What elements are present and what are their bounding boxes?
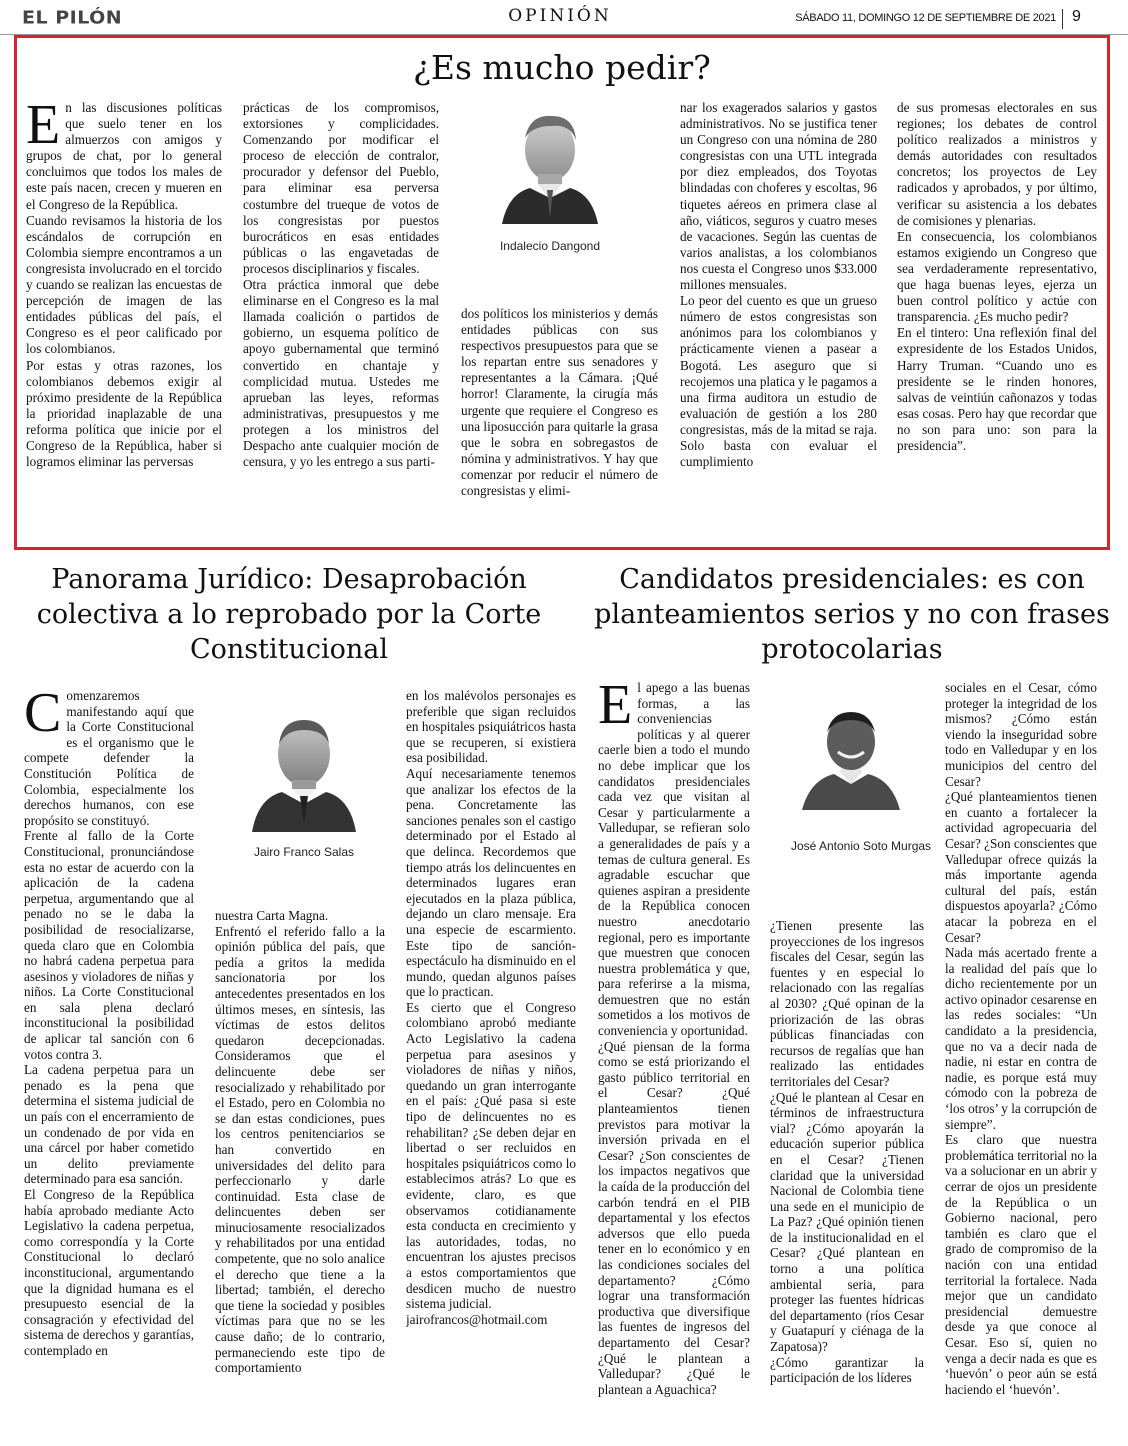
article3-dropcap: E bbox=[598, 680, 633, 736]
article1-paragraph: Por estas y otras razones, los colombianos debemos exigir al próximo presidente de la República la prioridad inaplazable de una reforma política que inicie por el Congreso de la República, haber si logramos eliminar las perversas bbox=[26, 357, 222, 470]
article1-paragraph: Otra práctica inmoral que debe eliminarse en el Congreso es la mal llamada coalición o partidos de gobierno, un esquema político de apoyo gubernamental que terminó convertido en chantaje y complicidad mutua. Ustedes me aprueban las leyes, reformas administrativas, presupuestos y me protegen a los ministros del Despacho ante cualquier moción de censura, y yo les entrego a sus parti- bbox=[243, 277, 439, 470]
header-divider bbox=[1062, 9, 1063, 29]
article1-paragraph: Cuando revisamos la historia de los escándalos de corrupción en Colombia siempre encontramos a un congresista involucrado en el torcido y cuando se realizan las encuestas de percepción de imagen de las entidades públicas del país, el Congreso es el peor calificado por los colombianos. bbox=[26, 212, 222, 357]
article1-paragraph: dos políticos los ministerios y demás entidades públicas con sus respectivos presupuestos para que se los repartan entre sus senadores y representantes a la Cámara. ¡Qué horror! Claramente, la cirugía más urgente que requiere el Congreso es una liposucción para quitarle la grasa que le sobra en sobregastos de nómina y administrativos. Y hay que comenzar por reducir el número de congresistas y elimi- bbox=[461, 306, 658, 499]
article2-paragraph: Enfrentó el referido fallo a la opinión pública del país, que pedía a gritos la medida sancionatoria por los antecedentes presentados en los últimos meses, en síntesis, las víctimas de estos delitos quedaron decepcionadas. Consideramos que el delincuente debe ser resocializado y rehabilitado por el Estado, pero en Colombia no se dan estas condiciones, pues los centros penitenciarios se han convertido en universidades del delito para perfeccionarlo y darle continuidad. Esta clase de delincuentes deben ser minuciosamente resocializados y rehabilitados por una entidad competente, que no solo analice el derecho que tiene a la libertad; también, el derecho que tiene la sociedad y posibles víctimas para que no se les cause daño; de lo contrario, permaneciendo este tipo de comportamiento bbox=[215, 923, 385, 1376]
article3-paragraph: sociales en el Cesar, cómo proteger la integridad de los mismos? ¿Cómo están viendo la inseguridad sobre todo en Valledupar y en los municipios del centro del Cesar? bbox=[945, 680, 1097, 789]
article3-column-1 bbox=[598, 680, 750, 1420]
author-photo-jairo-franco-salas bbox=[252, 700, 356, 832]
article2-author-caption: Jairo Franco Salas bbox=[253, 845, 355, 859]
article2-paragraph: La cadena perpetua para un penado es la pena que determina el sistema judicial de un país con el encerramiento de un condenado de por vida en una cárcel por haber cometido un delito previamente determinado para esa sanción. bbox=[24, 1062, 194, 1187]
article2-paragraph: Es cierto que el Congreso colombiano aprobó mediante Acto Legislativo la cadena perpetua para asesinos y violadores de niñas y niños, quedando un gran interrogante en el país: ¿Qué pasa si este tipo de delincuentes no es rehabilitan? ¿Se deben dejar en libertad o ser recluidos en hospitales psiquiátricos como lo establecimos atrás? Lo que es evidente, claro, es que observamos cotidianamente esta conducta en crecimiento y las autoridades, todas, no encuentran los ajustes precisos a estos comportamientos que desdicen mucho de nuestro sistema judicial. bbox=[406, 999, 576, 1312]
article3-paragraph: ¿Tienen presente las proyecciones de los ingresos fiscales del Cesar, según las fuentes y en especial lo relacionado con las regalías al 2030? ¿Qué opinan de la priorización de las obras públicas financiadas con recursos de regalías que han realizado las entidades territoriales del Cesar? bbox=[770, 918, 924, 1089]
article2-paragraph: Aquí necesariamente tenemos que analizar los efectos de la pena. Concretamente las sanciones penales son el castigo determinado por el Estado al que delinca. Recordemos que tiempo atrás los delincuentes en determinados lugares eran ejecutados en la plaza pública, dejando un claro mensaje. Era una especie de escarmiento. Este tipo de sanción- espectáculo ha disminuido en el mundo, quedan algunos países que lo practican. bbox=[406, 765, 576, 1000]
author-email[interactable]: jairofrancos@hotmail.com bbox=[406, 1311, 548, 1327]
newspaper-logo[interactable]: EL PILÓN bbox=[22, 7, 123, 29]
article3-paragraph: Es claro que nuestra problemática territorial no la va a solucionar en un abrir y cerrar de ojos un presidente de la República o un Gobierno nacional, pero también es claro que el grado de compromiso de la nación con una entidad territorial la fortalece. Nada mejor que un candidato presidencial demuestre desde ya que conoce al Cesar. Eso sí, quien no venga a decir nada es que es ‘huevón’ o peor aún se está haciendo el ‘huevón’. bbox=[945, 1132, 1097, 1397]
article1-paragraph: prácticas de los compromisos, extorsiones y complicidades. Comenzando por modificar el proceso de elección de contralor, procurador y defensor del Pueblo, para eliminar esa perversa costumbre del trueque de votos de los congresistas por puestos burocráticos en esas entidades públicas o las engavetadas de procesos disciplinarios y fiscales. bbox=[243, 100, 439, 276]
masthead bbox=[0, 0, 1128, 35]
article2-paragraph: nuestra Carta Magna. bbox=[215, 908, 329, 923]
article1-paragraph: Lo peor del cuento es que un grueso número de estos congresistas son anónimos para los colombianos y prácticamente vienen a pasear a Bogotá. Les aseguro que si recojemos una platica y le pagamos a una firma auditora un estudio de evaluación de gestión a los 280 congresistas, más de la mitad se raja. Solo basta con evaluar el cumplimiento bbox=[680, 293, 877, 470]
article1-column-2 bbox=[243, 100, 439, 532]
article3-column-2 bbox=[770, 918, 924, 1420]
article1-paragraph: nar los exagerados salarios y gastos administrativos. No se justifica tener un Congreso con una nómina de 280 congresistas con una UTL integrada por diez empleados, dos Toyotas blindadas con choferes y escoltas, 96 tiquetes aéreos en primera clase al año, viáticos, seguros y cuatro meses de vacaciones. Según las cuentas de varios analistas, a los colombianos nos cuesta el Congreso unos $33.000 millones mensuales. bbox=[680, 100, 877, 293]
article2-column-2 bbox=[215, 908, 385, 1420]
article1-paragraph: En el tintero: Una reflexión final del expresidente de los Estados Unidos, Harry Truman. “Cuando uno es presidente se le rinden honores, salvas de veintiún cañonazos y todas esas cosas. Pero hay que recordar que no son para uno: son para la presidencia”. bbox=[897, 325, 1097, 453]
article2-paragraph: Frente al fallo de la Corte Constitucional, pronunciándose esta no estar de acuerdo con la aplicación de la cadena perpetua, argumentando que al penado no se le daba la posibilidad de resocializarse, queda claro que en Colombia no habrá cadena perpetua para asesinos y violadores de niñas y niños. La Corte Constitucional en sala plena declaró inconstitucional la posibilidad de aplicar tal sanción con 6 votos contra 3. bbox=[24, 828, 194, 1062]
article3-paragraph: ¿Cómo garantizar la participación de los líderes bbox=[770, 1354, 924, 1386]
article1-paragraph: n las discusiones políticas que suelo tener en los almuerzos con amigos y grupos de chat, por lo general concluimos que todos los males de este país nacen, crecen y mueren en el Congreso de la República. bbox=[26, 100, 222, 212]
article1-column-5 bbox=[897, 100, 1097, 532]
article3-paragraph: ¿Qué piensan de la forma como se está priorizando el gasto público territorial en el Cesar? ¿Qué planteamientos tienen previstos para motivar la inversión privada en el Cesar? ¿Son conscientes de los impactos negativos que la caída de la producción del carbón tendrá en el PIB departamental y los efectos adversos que ello pueda tener en lo económico y en las condiciones sociales del departamento? ¿Cómo lograr una transformación productiva que diversifique las fuentes de ingresos del departamento del Cesar? ¿Qué le plantean a Valledupar? ¿Qué le plantean a Aguachica? bbox=[598, 1038, 750, 1397]
article1-column-1 bbox=[26, 100, 222, 532]
author-photo-jose-antonio-soto-murgas bbox=[796, 700, 906, 810]
article2-column-3 bbox=[406, 688, 576, 1420]
page-number: 9 bbox=[1072, 8, 1081, 25]
article1-author-caption: Indalecio Dangond bbox=[499, 239, 601, 253]
article3-paragraph: l apego a las buenas formas, a las conveniencias políticas y al querer caerle bien a todo el mundo no debe implicar que los candidatos presidenciales cada vez que visitan al Cesar y particularmente a Valledupar, se refieran solo a generalidades de país y a temas de cultura general. Es agradable escuchar que quienes aspiran a presidente de la República conocen nuestro anecdotario regional, pero es importante que muestren que conocen nuestra problemática y que, para referirse a la misma, demuestren que no están sometidos a los motivos de conveniencia y oportunidad. bbox=[598, 680, 750, 1039]
author-photo-indalecio-dangond bbox=[500, 98, 600, 224]
article1-paragraph: En consecuencia, los colombianos estamos exigiendo un Congreso que sea verdaderamente representativo, que haga buenas leyes, ejerza un buen control político y actúe con transparencia. ¿Es mucho pedir? bbox=[897, 228, 1097, 325]
date-line: SÁBADO 11, DOMINGO 12 DE SEPTIEMBRE DE 2021 bbox=[795, 12, 1056, 24]
article2-title: Panorama Jurídico: Desaprobación colectiva a lo reprobado por la Corte Constitucional bbox=[36, 564, 542, 665]
article3-title: Candidatos presidenciales: es con planteamientos serios y no con frases protocolarias bbox=[594, 564, 1110, 665]
article2-column-1 bbox=[24, 688, 194, 1420]
article3-column-3 bbox=[945, 680, 1097, 1420]
article1-column-4 bbox=[680, 100, 877, 532]
article2-paragraph: omenzaremos manifestando aquí que la Corte Constitucional es el organismo que le compete defender la Constitución Política de Colombia, especialmente los derechos humanos, con ese propósito se constituyó. bbox=[24, 688, 194, 828]
article1-dropcap: E bbox=[26, 100, 61, 156]
article2-dropcap: C bbox=[24, 688, 62, 744]
article1-paragraph: de sus promesas electorales en sus regiones; los debates de control político realizados a ministros y demás autoridades con resultados concretos; los proyectos de Ley radicados y aprobados, y por último, verificar su asistencia a los debates de comisiones y plenarias. bbox=[897, 100, 1097, 228]
article1-title: ¿Es mucho pedir? bbox=[413, 48, 711, 87]
section-title: OPINIÓN bbox=[508, 6, 612, 26]
article3-paragraph: Nada más acertado frente a la realidad del país que lo dicho recientemente por un activo opinador cesarense en las redes sociales: “Un candidato a la presidencia, que no va a decir nada de nadie, ni estar en contra de nadie, es porque está muy cómodo con la pobreza de ‘los otros’ y la corrupción de siempre”. bbox=[945, 945, 1097, 1132]
article2-paragraph: El Congreso de la República había aprobado mediante Acto Legislativo la cadena perpetua, como correspondía y la Corte Constitucional lo declaró inconstitucional, argumentando que la dignidad humana es el presupuesto esencial de la consagración y efectividad del sistema de derechos y garantías, contemplado en bbox=[24, 1187, 194, 1358]
article2-paragraph: en los malévolos personajes es preferible que sigan recluidos en hospitales psiquiátricos hasta que se recuperen, si existiera esa posibilidad. bbox=[406, 688, 576, 766]
article3-author-caption: José Antonio Soto Murgas bbox=[790, 839, 932, 853]
article3-paragraph: ¿Qué planteamientos tienen en cuanto a fortalecer la actividad agropecuaria del Cesar? ¿Son conscientes que Valledupar ofrece quizás la más importante agenda cultural del país, están dispuestos apoyarla? ¿Cómo atacar la pobreza en el Cesar? bbox=[945, 789, 1097, 945]
article1-column-3 bbox=[461, 306, 658, 532]
article3-paragraph: ¿Qué le plantean al Cesar en términos de infraestructura vial? ¿Cómo apoyarán la educación superior pública en el Cesar? ¿Tienen claridad que la universidad Nacional de Colombia tiene una sede en el municipio de La Paz? ¿Qué opinión tienen de la institucionalidad en el Cesar? ¿Qué plantean en torno a una política ambiental seria, para proteger las fuentes hídricas del departamento (ríos Cesar y Guatapurí y ciénaga de la Zapatosa)? bbox=[770, 1089, 924, 1355]
